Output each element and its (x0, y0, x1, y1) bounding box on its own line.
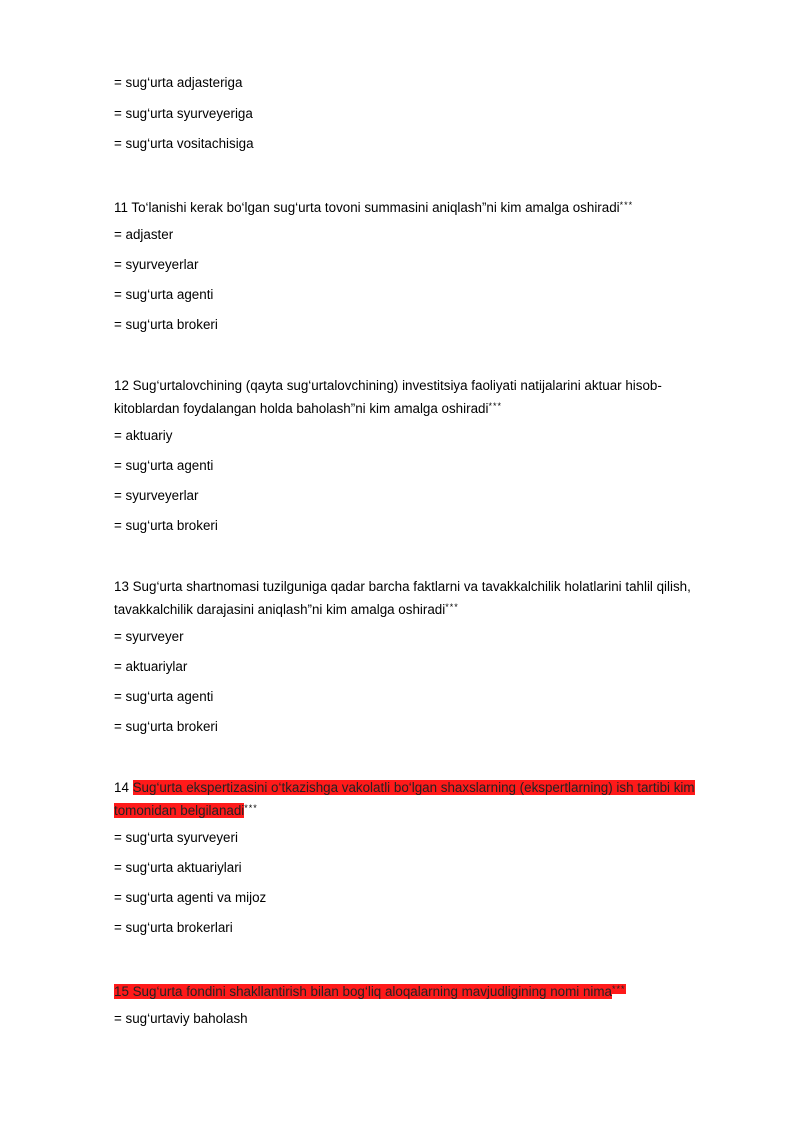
answer-option: = sug‘urta vositachisiga (114, 136, 254, 151)
answer-option: = syurveyer (114, 629, 184, 644)
answer-option: = sug‘urta aktuariylari (114, 860, 242, 875)
answer-option: = sug‘urta agenti (114, 287, 214, 302)
question-11 (114, 195, 694, 218)
answer-option: = aktuariy (114, 428, 173, 443)
answer-marker: *** (445, 602, 459, 612)
question-12-line-2 (114, 396, 694, 419)
answer-option: = aktuariylar (114, 659, 188, 674)
question-15 (114, 979, 694, 1002)
question-12-line-1: 12 Sug‘urtalovchining (qayta sug‘urtalovchining) investitsiya faoliyati natijalarini aktuar hisob- (114, 378, 662, 393)
answer-marker: *** (244, 803, 258, 813)
question-11-text: 11 To‘lanishi kerak bo‘lgan sug‘urta tovoni summasini aniqlash”ni kim amalga oshiradi (114, 200, 620, 215)
question-13-line-1: 13 Sug‘urta shartnomasi tuzilguniga qadar barcha faktlarni va tavakkalchilik holatlarini tahlil qilish, (114, 579, 691, 594)
highlighted-question-text: 15 Sug‘urta fondini shakllantirish bilan bog‘liq aloqalarning mavjudligining nomi nima (114, 984, 612, 999)
answer-option: = sug‘urta syurveyeriga (114, 106, 253, 121)
answer-option: = adjaster (114, 227, 174, 242)
answer-option: = sug‘urta agenti va mijoz (114, 890, 267, 905)
question-13-text: tavakkalchilik darajasini aniqlash”ni kim amalga oshiradi (114, 602, 446, 617)
question-13-line-2 (114, 597, 694, 620)
answer-option: = sug‘urta brokeri (114, 719, 218, 734)
question-14-line-1 (114, 778, 694, 798)
answer-option: = sug‘urta brokeri (114, 518, 218, 533)
question-14-number: 14 (114, 780, 133, 795)
question-12-text: kitoblardan foydalangan holda baholash”ni kim amalga oshiradi (114, 401, 489, 416)
question-14-line-2 (114, 798, 694, 821)
answer-option: = syurveyerlar (114, 488, 199, 503)
answer-marker: *** (488, 401, 502, 411)
answer-marker: *** (619, 200, 634, 210)
answer-option: = sug‘urta adjasteriga (114, 75, 243, 90)
answer-option: = syurveyerlar (114, 257, 199, 272)
answer-option: = sug‘urta brokeri (114, 317, 218, 332)
answer-marker: *** (611, 984, 626, 994)
answer-option: = sug‘urta agenti (114, 458, 214, 473)
answer-option: = sug‘urta syurveyeri (114, 830, 238, 845)
answer-option: = sug‘urta agenti (114, 689, 214, 704)
highlighted-question-text: Sug‘urta ekspertizasini o‘tkazishga vakolatli bo‘lgan shaxslarning (ekspertlarning) ish tartibi kim (132, 780, 695, 795)
highlighted-question-text: tomonidan belgilanadi (114, 803, 245, 818)
answer-option: = sug‘urta brokerlari (114, 920, 233, 935)
answer-option: = sug‘urtaviy baholash (114, 1011, 248, 1026)
